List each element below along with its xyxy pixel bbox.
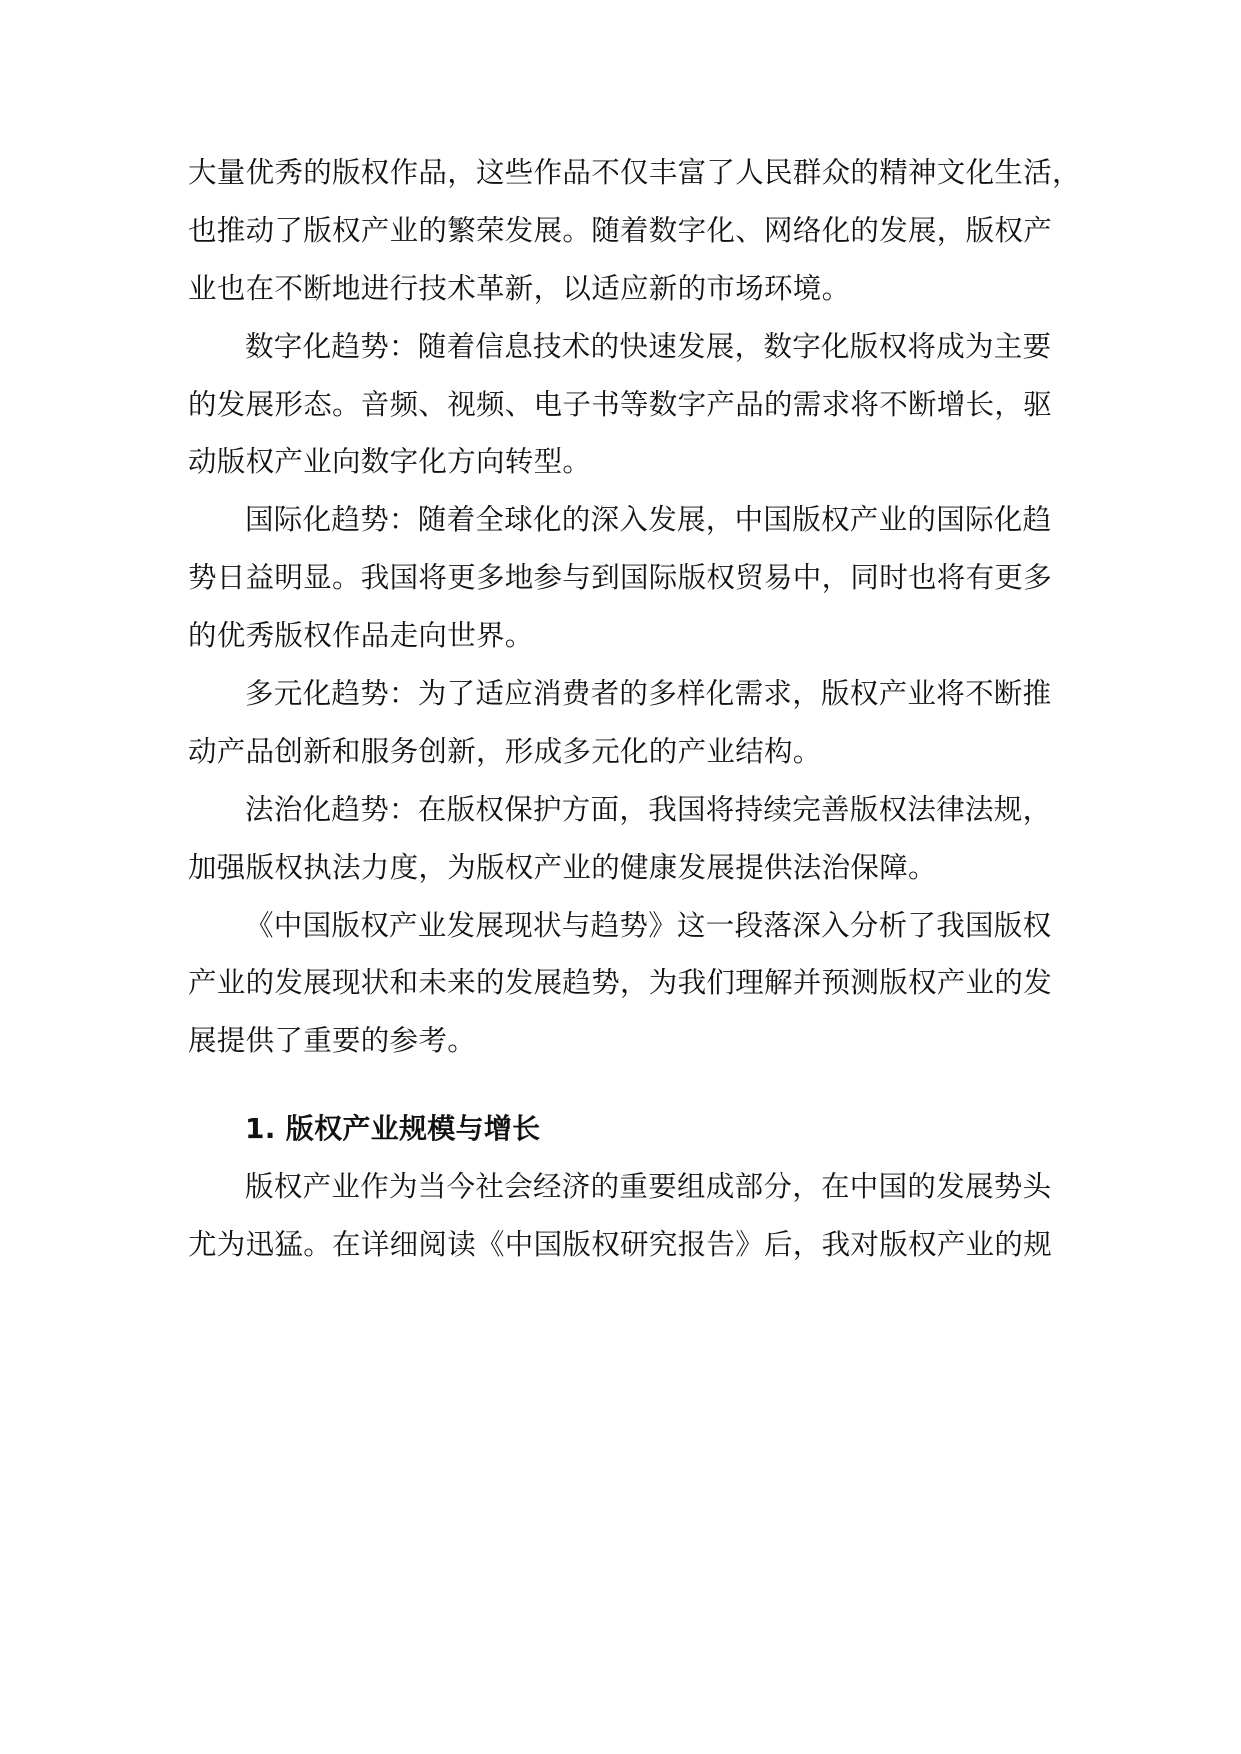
text-line: 也推动了版权产业的繁荣发展。随着数字化、网络化的发展，版权产 <box>188 213 1053 247</box>
text-line: 《中国版权产业发展现状与趋势》这一段落深入分析了我国版权 <box>245 908 1052 942</box>
text-line: 版权产业作为当今社会经济的重要组成部分，在中国的发展势头 <box>245 1170 1052 1204</box>
text-line: 国际化趋势：随着全球化的深入发展，中国版权产业的国际化趋 <box>245 503 1052 537</box>
text-line: 加强版权执法力度，为版权产业的健康发展提供法治保障。 <box>188 850 937 884</box>
text-line: 业也在不断地进行技术革新，以适应新的市场环境。 <box>188 271 851 305</box>
text-line: 大量优秀的版权作品，这些作品不仅丰富了人民群众的精神文化生活， <box>188 156 1081 189</box>
text-line: 产业的发展现状和未来的发展趋势，为我们理解并预测版权产业的发 <box>188 966 1053 1000</box>
text-line: 的优秀版权作品走向世界。 <box>188 619 534 653</box>
text-line: 数字化趋势：随着信息技术的快速发展，数字化版权将成为主要 <box>245 329 1052 363</box>
text-line: 尤为迅猛。在详细阅读《中国版权研究报告》后，我对版权产业的规 <box>188 1228 1053 1262</box>
text-line: 法治化趋势：在版权保护方面，我国将持续完善版权法律法规， <box>245 792 1052 826</box>
section-gap <box>188 1070 1050 1100</box>
section-heading: 1. 版权产业规模与增长 <box>245 1112 541 1146</box>
text-line: 多元化趋势：为了适应消费者的多样化需求，版权产业将不断推 <box>245 677 1052 711</box>
text-line: 的发展形态。音频、视频、电子书等数字产品的需求将不断增长，驱 <box>188 387 1053 421</box>
text-line: 动版权产业向数字化方向转型。 <box>188 445 592 479</box>
document-body <box>188 144 1081 1274</box>
text-line: 势日益明显。我国将更多地参与到国际版权贸易中，同时也将有更多 <box>188 561 1053 595</box>
text-line: 展提供了重要的参考。 <box>188 1024 477 1058</box>
text-line: 动产品创新和服务创新，形成多元化的产业结构。 <box>188 734 822 768</box>
